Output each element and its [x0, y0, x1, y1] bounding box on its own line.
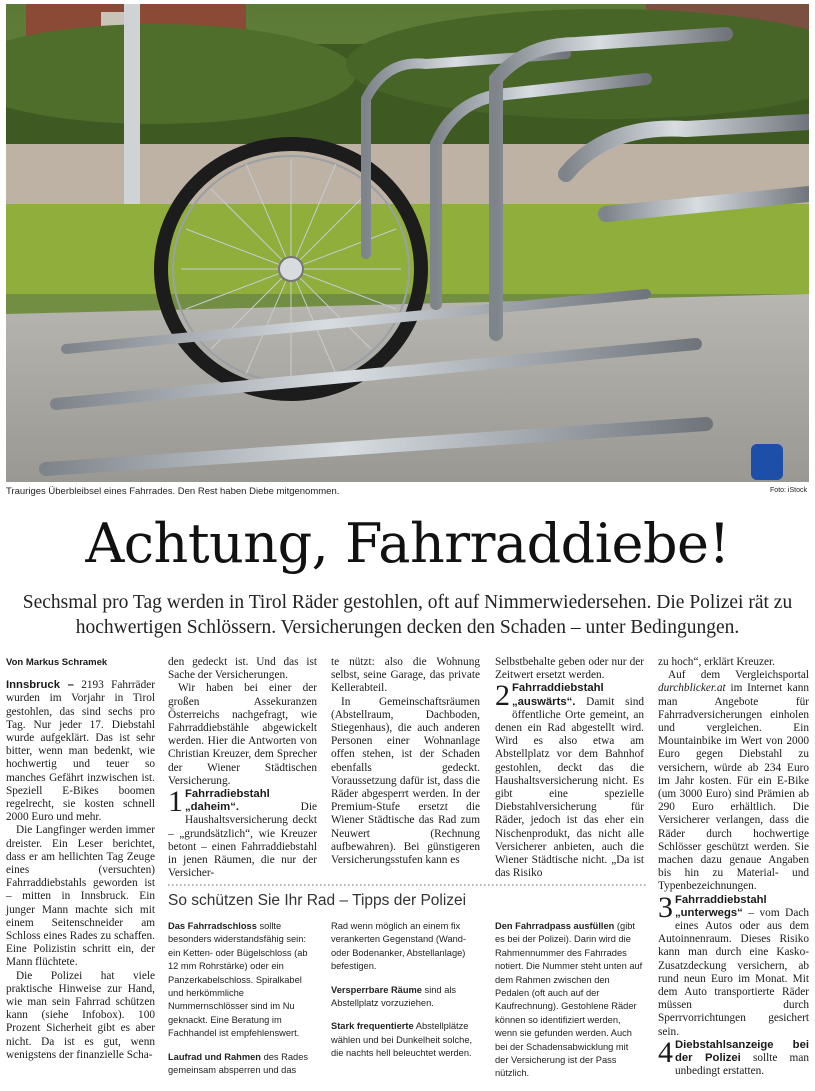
section-number: 2: [495, 679, 510, 713]
numbered-section: 3 Fahrraddiebstahl „unterwegs“ – vom Dach eines Autos oder aus dem Autoinnenraum. Dieses Risiko kann man durch eine Kasko-Zusatzdeckung versichern, ab rund neun Euro im Monat. Mit dem Auto transportierte Räder müssen durch Sperrvorrichtungen gesichert sein.: [658, 890, 809, 1038]
numbered-section: 2 Fahrraddiebstahl „auswärts“. Damit sind öffentliche Orte gemeint, an denen ein Rad abgestellt wird. Wird es also etwa am Abstellplatz vor dem Bahnhof gestohlen, deckt das die Haushaltsversicherung nicht. Es gibt eine spezielle Diebstahlversicherung für Räder, jedoch ist das eher ein Nischenprodukt, das nicht alle Versicherer anbieten, auch die Wiener Städtische nicht. „Da ist das Risiko: [495, 679, 644, 880]
paragraph: zu hoch“, erklärt Kreuzer.: [658, 656, 775, 668]
tip: Rad wenn möglich an einem fix verankerten Gegenstand (Wand- oder Bodenanker, Abstellanlage) befestigen.: [331, 921, 467, 972]
article-column-2: [168, 656, 317, 880]
dateline: Innsbruck –: [6, 679, 74, 692]
infobox-column-2: [331, 920, 479, 1071]
subheadline: Sechsmal pro Tag werden in Tirol Räder gestohlen, oft auf Nimmerwiedersehen. Die Polizei rät zu hochwertigen Schlössern. Versicherungen decken den Schaden – unter Bedingungen.: [22, 592, 793, 638]
tip: Laufrad und Rahmen des Rades gemeinsam absperren und das: [168, 1051, 309, 1076]
paragraph: Innsbruck – 2193 Fahrräder wurden im Vorjahr in Tirol gestohlen, das sind sechs pro Tag. Nur jeder 17. Diebstahl wurde aufgeklärt. Das ist sehr bitter, wenn man bedenkt, wie hochwertig und teuer so manches Gefährt inzwischen ist. Speziell E-Bikes boomen regelrecht, sie kosten schnell 2000 Euro und mehr.: [6, 679, 155, 824]
tip: Versperrbare Räume sind als Abstellplatz vorzuziehen.: [331, 984, 457, 1009]
dotted-rule: [168, 880, 646, 890]
paragraph: Die Langfinger werden immer dreister. Ein Leser berichtet, dass er am hellichten Tag Zeuge eines (versuchten) Fahrraddiebstahls geworden ist – mitten in Innsbruck. Ein junger Mann machte sich mit einem Seitenschneider am Schloss eines Rades zu schaffen. Eine Polizistin schritt ein, der Mann flüchtete.: [6, 824, 155, 969]
article-photo: [6, 4, 809, 482]
tip-title: Stark frequentierte: [331, 1021, 414, 1032]
tip: Den Fahrradpass ausfüllen (gibt es bei der Polizei). Darin wird die Rahmennummer des Fahrrades notiert. Die Nummer steht unten auf dem Rahmen zwischen den Pedalen (oft auch auf der Kaufrechnung). Gestohlene Räder können so identifiziert werden, wenn sie gefunden werden. Auch bei der Schadensabwicklung mit der Versicherung ist der Pass nützlich.: [495, 921, 643, 1079]
article-column-4: [495, 656, 644, 880]
infobox-title: So schützen Sie Ihr Rad – Tipps der Polizei: [168, 892, 467, 909]
photo-caption-bar: [6, 486, 809, 500]
tip-title: Laufrad und Rahmen: [168, 1051, 261, 1062]
photo-credit: Foto: iStock: [770, 487, 807, 494]
paragraph: Wir haben bei einer der großen Assekuranzen Österreichs nachgefragt, wie Fahrraddiebstähle abgewickelt werden. Hier die Antworten von Christian Kreuzer, dem Sprecher der Wiener Städtischen Versicherung.: [168, 682, 317, 787]
section-title: Diebstahlsanzeige bei der Polizei: [675, 1038, 809, 1065]
byline: Von Markus Schramek: [6, 657, 108, 668]
paragraph: In Gemeinschaftsräumen (Abstellraum, Dachboden, Stiegenhaus), die auch anderen Personen einer Wohnanlage offen stehen, ist der Schaden ebenfalls gedeckt. Voraussetzung dafür ist, dass die Räder abgesperrt werden. In der Premium-Stufe ersetzt die Wiener Städtische das Rad zum Neuwert (Rechnung aufbewahren). Bei günstigeren Versicherungsstufen kann es: [331, 695, 480, 867]
headline: Achtung, Fahrraddiebe!: [85, 512, 730, 575]
numbered-section: 4 Diebstahlsanzeige bei der Polizei sollte man unbedingt erstatten.: [658, 1035, 809, 1078]
section-title: Fahrraddiebstahl „unterwegs“: [675, 893, 767, 919]
paragraph: Auf dem Vergleichsportal durchblicker.at im Internet kann man Angebote für Fahrradversicherungen einholen und vergleichen. Ein Mountainbike im Wert von 2000 Euro gegen Diebstahl zu versichern, würde ab 234 Euro im Jahr kosten. Für ein E-Bike (um 3000 Euro) sind Prämien ab 290 Euro erhältlich. Die Versicherer verlangen, dass die Räder durch hochwertige Schlösser geschützt werden. Sie machen dazu genaue Angaben bis hin zu Material- und Typenbezeichnungen.: [658, 669, 809, 893]
website-name: durchblicker.at: [658, 682, 726, 695]
bike-rack-photo: [6, 4, 809, 482]
section-title: Fahrradiebstahl „daheim“.: [185, 788, 270, 814]
section-number: 1: [168, 785, 183, 819]
section-title: Fahrraddiebstahl „auswärts“.: [512, 682, 604, 708]
infobox-column-3: [495, 920, 643, 1091]
tips-infobox: [168, 880, 646, 1079]
paragraph: te nützt: also die Wohnung selbst, seine Garage, das private Kellerabteil.: [331, 656, 480, 695]
paragraph: den gedeckt ist. Und das ist Sache der Versicherungen.: [168, 656, 317, 682]
paragraph: Selbstbehalte geben oder nur der Zeitwert ersetzt werden.: [495, 656, 644, 682]
section-number: 4: [658, 1035, 673, 1069]
tip-title: Versperrbare Räume: [331, 984, 422, 995]
article-column-3: [331, 656, 480, 867]
tip-title: Den Fahrradpass ausfüllen: [495, 921, 615, 931]
infobox-column-1: [168, 920, 316, 1087]
tip: Das Fahrradschloss sollte besonders widerstandsfähig sein: ein Ketten- oder Bügelschloss (ab 12 mm Rohrstärke) oder ein Panzerkabelschloss. Spiralkabel und herkömmliche Nummernschlösser sind im Nu geknackt. Eine Beratung im Fachhandel ist empfehlenswert.: [168, 921, 308, 1039]
tip-title: Das Fahrradschloss: [168, 921, 257, 931]
photo-caption: Trauriges Überbleibsel eines Fahrrades. Den Rest haben Diebe mitgenommen.: [6, 486, 340, 497]
article-column-5: [658, 656, 809, 1079]
article-column-1: [6, 656, 155, 1062]
section-number: 3: [658, 890, 673, 924]
paragraph: Die Polizei hat viele praktische Hinweise zur Hand, wie man sein Fahrrad schützen kann (siehe Infobox). 100 Prozent Sicherheit gibt es aber nicht. Da ist es gut, wenn wenigstens der finanzielle Scha-: [6, 969, 155, 1061]
numbered-section: 1 Fahrradiebstahl „daheim“. Die Haushaltsversicherung deckt – „grundsätzlich“, wie Kreuzer betont – einen Fahrraddiebstahl in jenen Räumen, die nur der Versicher-: [168, 785, 317, 880]
tip: Stark frequentierte Abstellplätze wählen und bei Dunkelheit solche, die nachts hell beleuchtet werden.: [331, 1021, 473, 1059]
